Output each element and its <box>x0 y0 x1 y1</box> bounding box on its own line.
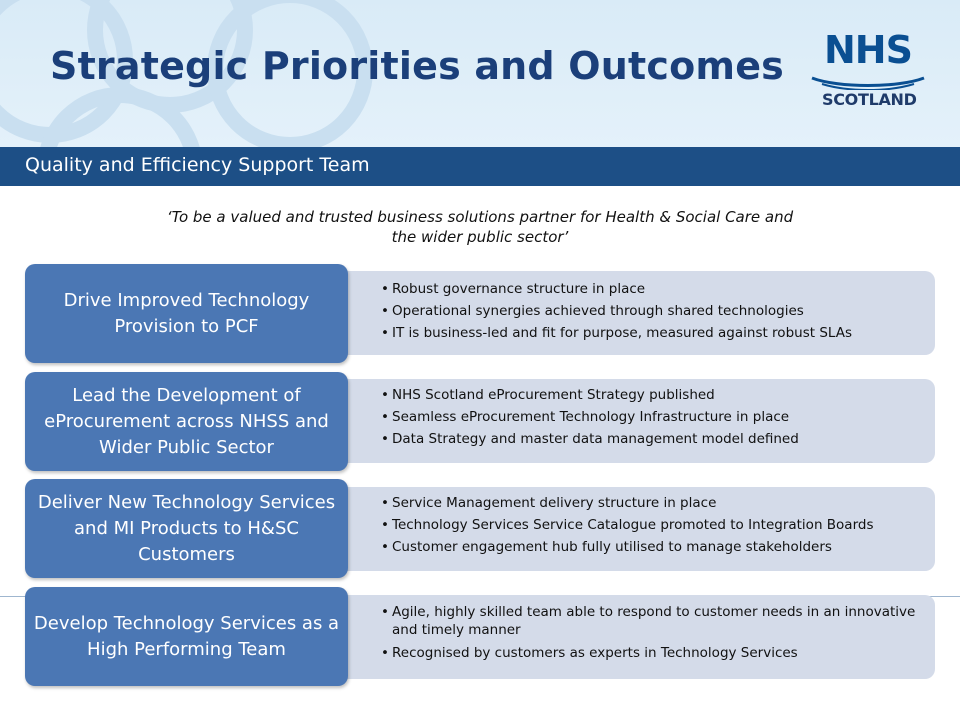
outcome-item: • Operational synergies achieved through shared technologies <box>381 300 925 322</box>
logo-wave-icon <box>808 72 928 90</box>
outcomes-panel-1 <box>335 271 935 355</box>
slide-header <box>0 0 960 147</box>
vision-line-2: the wider public sector’ <box>391 228 569 246</box>
logo-scotland-text: SCOTLAND <box>822 90 917 109</box>
nhs-scotland-logo <box>808 28 928 112</box>
outcome-item: • Recognised by customers as experts in Technology Services <box>381 642 925 664</box>
outcomes-panel-2 <box>335 379 935 463</box>
outcome-item: • Service Management delivery structure in place <box>381 492 925 514</box>
priority-box-3 <box>25 479 348 578</box>
outcome-item: • Agile, highly skilled team able to respond to customer needs in an innovative and timely manner <box>381 603 925 639</box>
outcome-item: • Robust governance structure in place <box>381 278 925 300</box>
outcome-item: • Data Strategy and master data management model defined <box>381 428 925 450</box>
outcome-item: • NHS Scotland eProcurement Strategy published <box>381 384 925 406</box>
outcome-item: • Customer engagement hub fully utilised to manage stakeholders <box>381 536 925 558</box>
outcomes-panel-3 <box>335 487 935 571</box>
logo-nhs-text: NHS <box>824 28 912 72</box>
slide-title: Strategic Priorities and Outcomes <box>50 44 784 88</box>
priority-title-3: Deliver New Technology Services and MI Products to H&SC Customers <box>37 491 336 565</box>
priority-title-4: Develop Technology Services as a High Performing Team <box>33 612 340 660</box>
team-banner-label: Quality and Efficiency Support Team <box>25 154 370 176</box>
vision-line-1: ‘To be a valued and trusted business solutions partner for Health & Social Care and <box>166 208 794 226</box>
priority-box-2 <box>25 372 348 471</box>
outcome-item: • IT is business-led and fit for purpose, measured against robust SLAs <box>381 322 925 344</box>
outcomes-panel-4 <box>335 595 935 679</box>
outcome-item: • Seamless eProcurement Technology Infrastructure in place <box>381 406 925 428</box>
team-banner <box>0 147 960 186</box>
outcome-item: • Technology Services Service Catalogue promoted to Integration Boards <box>381 514 925 536</box>
priority-title-2: Lead the Development of eProcurement across NHSS and Wider Public Sector <box>44 384 329 458</box>
priority-box-1 <box>25 264 348 363</box>
vision-statement <box>60 207 900 247</box>
priority-box-4 <box>25 587 348 686</box>
priority-title-1: Drive Improved Technology Provision to PCF <box>63 289 310 337</box>
